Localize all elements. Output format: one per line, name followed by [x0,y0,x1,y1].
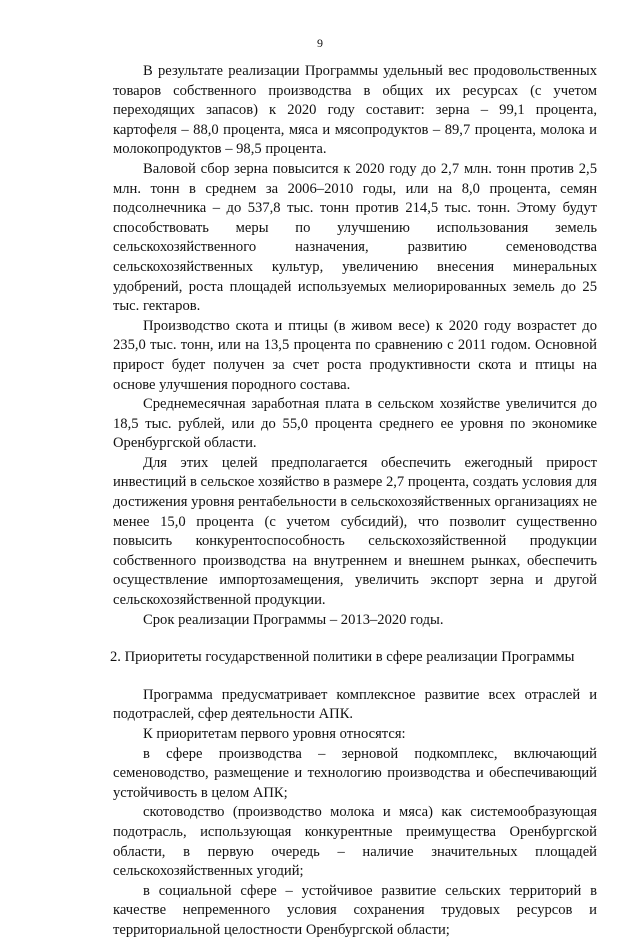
section-heading: 2. Приоритеты государственной политики в сфере реализации Программы [110,649,575,666]
paragraph-rural-development: в социальной сфере – устойчивое развитие сельских территорий в качестве непременного условия сохранения трудовых ресурсов и территориальной целостности Оренбургской области; [113,882,597,938]
page-number: 9 [317,36,323,50]
paragraph-livestock-production: Производство скота и птицы (в живом весе) к 2020 году возрастет до 235,0 тыс. тонн, или на 13,5 процента по сравнению с 2011 годом. Основной прирост будет получен за счет роста продуктивности скота и птицы на основе улучшения породного состава. [113,317,597,393]
page-body [110,62,598,941]
paragraph-first-level-priorities: К приоритетам первого уровня относятся: [143,726,406,742]
paragraph-cattle-breeding: скотоводство (производство молока и мяса) как системообразующая подотрасль, использующая конкурентные преимущества Оренбургской области, в первую очередь – наличие значительных площадей сельскохозяйственных угодий; [113,804,597,880]
paragraph-program-term: Срок реализации Программы – 2013–2020 годы. [143,611,444,628]
paragraph-grain-subcomplex: в сфере производства – зерновой подкомплекс, включающий семеноводство, размещение и технологию производства и обеспечивающий устойчивость в целом АПК; [113,745,597,801]
paragraph-investment-growth: Для этих целей предполагается обеспечить ежегодный прирост инвестиций в сельское хозяйство в размере 2,7 процента, создать условия для достижения уровня рентабельности в сельскохозяйственных организациях не менее 15,0 процента (с учетом субсидий), что позволит существенно повысить конкурентоспособность сельскохозяйственной продукции собственного производства на внутреннем и внешнем рынках, обеспечить осуществление импортозамещения, увеличить экспорт зерна и другой сельскохозяйственной продукции. [113,454,598,609]
paragraph-average-salary: Среднемесячная заработная плата в сельском хозяйстве увеличится до 18,5 тыс. рублей, или до 55,0 процента среднего ее уровня по экономике Оренбургской области. [113,396,597,452]
paragraph-comprehensive-development: Программа предусматривает комплексное развитие всех отраслей и подотраслей, сфер деятельности АПК. [113,686,597,723]
paragraph-food-self-sufficiency: В результате реализации Программы удельный вес продовольственных товаров собственного производства в общих их ресурсах (с учетом переходящих запасов) к 2020 году составит: зерна – 99,1 процента, картофеля – 88,0 процента, мяса и мясопродуктов – 89,7 процента, молока и молокопродуктов – 98,5 процента. [113,63,597,158]
paragraph-grain-harvest: Валовой сбор зерна повысится к 2020 году до 2,7 млн. тонн против 2,5 млн. тонн в среднем за 2006–2010 годы, или на 8,0 процента, семян подсолнечника – до 537,8 тыс. тонн против 214,5 тыс. тонн. Этому будут способствовать меры по улучшению использования земель сельскохозяйственного назначения, развитию семеноводства сельскохозяйственных культур, увеличению внесения минеральных удобрений, роста площадей используемых мелиорированных земель до 25 тыс. гектаров. [113,160,597,315]
